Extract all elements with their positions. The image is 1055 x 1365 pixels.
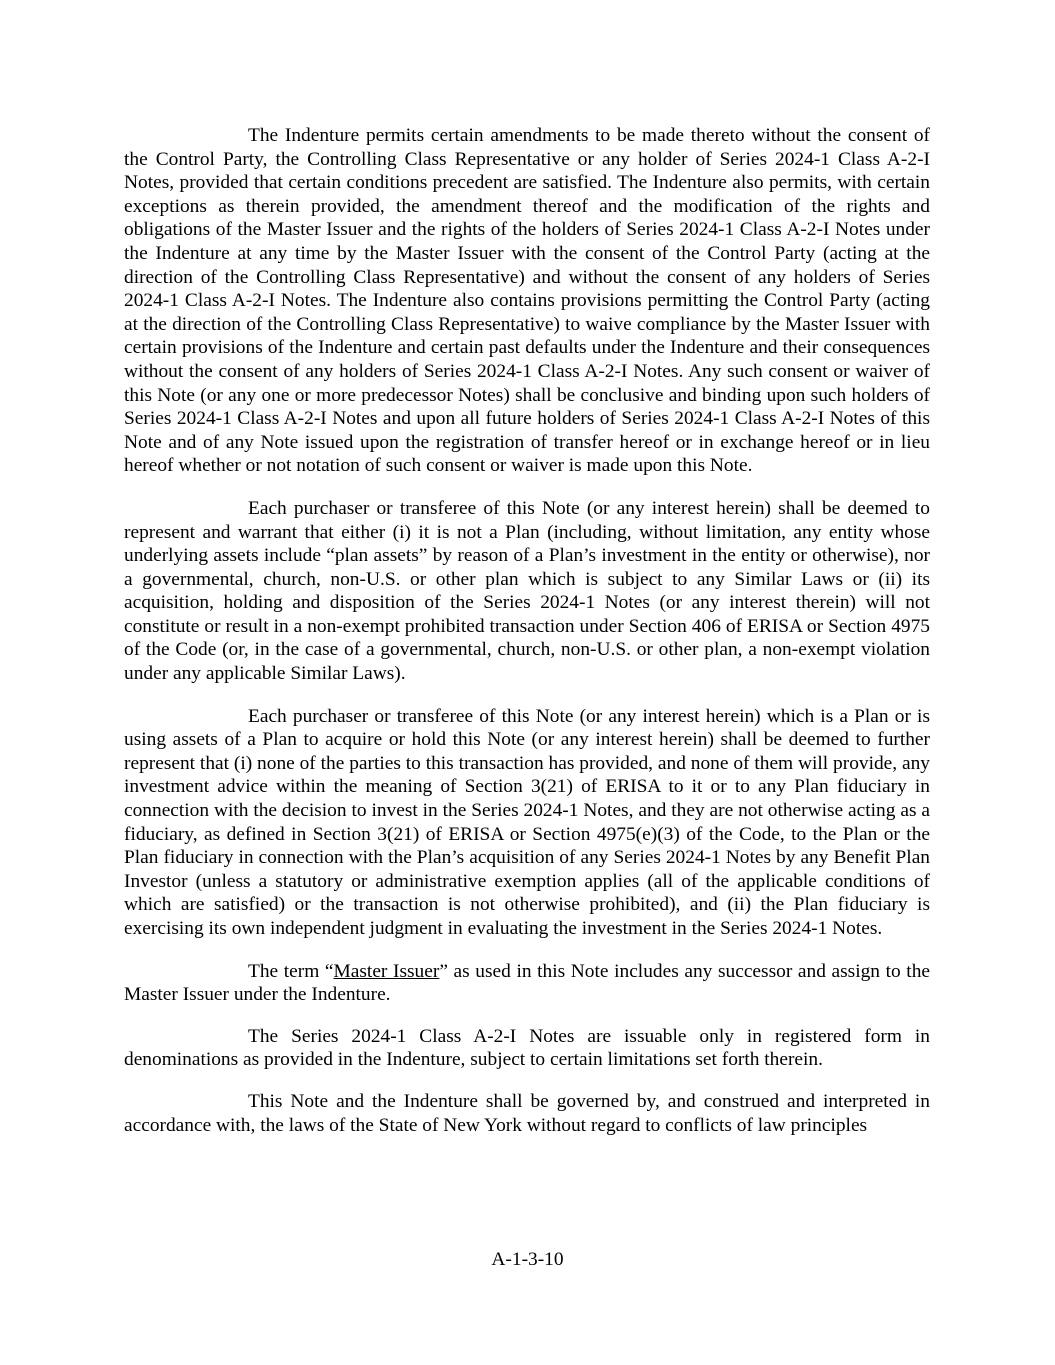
paragraph-registered-form: The Series 2024-1 Class A-2-I Notes are issuable only in registered form in denominations as provided in the Indenture, subject to certain limitations set forth therein.	[124, 1025, 930, 1071]
paragraph-master-issuer-definition	[124, 960, 930, 1007]
definition-lead-text: The term “	[248, 960, 334, 982]
definition-trailing-text: ” as used in this Note includes any successor and assign to the Master Issuer under the Indenture.	[124, 960, 930, 1006]
paragraph-governing-law: This Note and the Indenture shall be governed by, and construed and interpreted in accordance with, the laws of the State of New York without regard to conflicts of law principles	[124, 1090, 930, 1136]
paragraph-plan-fiduciary: Each purchaser or transferee of this Note (or any interest herein) which is a Plan or is using assets of a Plan to acquire or hold this Note (or any interest herein) shall be deemed to further represent that (i) none of the parties to this transaction has provided, and none of them will provide, any investment advice within the meaning of Section 3(21) of ERISA to it or to any Plan fiduciary in connection with the decision to invest in the Series 2024-1 Notes, and they are not otherwise acting as a fiduciary, as defined in Section 3(21) of ERISA or Section 4975(e)(3) of the Code, to the Plan or the Plan fiduciary in connection with the Plan’s acquisition of any Series 2024-1 Notes by any Benefit Plan Investor (unless a statutory or administrative exemption applies (all of the applicable conditions of which are satisfied) or the transaction is not otherwise prohibited), and (ii) the Plan fiduciary is exercising its own independent judgment in evaluating the investment in the Series 2024-1 Notes.	[124, 705, 930, 939]
defined-term-master-issuer: Master Issuer	[333, 960, 440, 982]
page-number: A-1-3-10	[491, 1249, 564, 1270]
paragraph-erisa-representation: Each purchaser or transferee of this Note (or any interest herein) shall be deemed to represent and warrant that either (i) it is not a Plan (including, without limitation, any entity whose underlying assets include “plan assets” by reason of a Plan’s investment in the entity or otherwise), nor a governmental, church, non-U.S. or other plan which is subject to any Similar Laws or (ii) its acquisition, holding and disposition of the Series 2024-1 Notes (or any interest therein) will not constitute or result in a non-exempt prohibited transaction under Section 406 of ERISA or Section 4975 of the Code (or, in the case of a governmental, church, non-U.S. or other plan, a non-exempt violation under any applicable Similar Laws).	[124, 497, 930, 685]
document-body	[124, 124, 930, 1156]
paragraph-amendments: The Indenture permits certain amendments to be made thereto without the consent of the Control Party, the Controlling Class Representative or any holder of Series 2024-1 Class A-2-I Notes, provided that certain conditions precedent are satisfied. The Indenture also permits, with certain exceptions as therein provided, the amendment thereof and the modification of the rights and obligations of the Master Issuer and the rights of the holders of Series 2024-1 Class A-2-I Notes under the Indenture at any time by the Master Issuer with the consent of the Control Party (acting at the direction of the Controlling Class Representative) and without the consent of any holders of Series 2024-1 Class A-2-I Notes. The Indenture also contains provisions permitting the Control Party (acting at the direction of the Controlling Class Representative) to waive compliance by the Master Issuer with certain provisions of the Indenture and certain past defaults under the Indenture and their consequences without the consent of any holders of Series 2024-1 Class A-2-I Notes. Any such consent or waiver of this Note (or any one or more predecessor Notes) shall be conclusive and binding upon such holders of Series 2024-1 Class A-2-I Notes and upon all future holders of Series 2024-1 Class A-2-I Notes of this Note and of any Note issued upon the registration of transfer hereof or in exchange hereof or in lieu hereof whether or not notation of such consent or waiver is made upon this Note.	[124, 125, 930, 477]
